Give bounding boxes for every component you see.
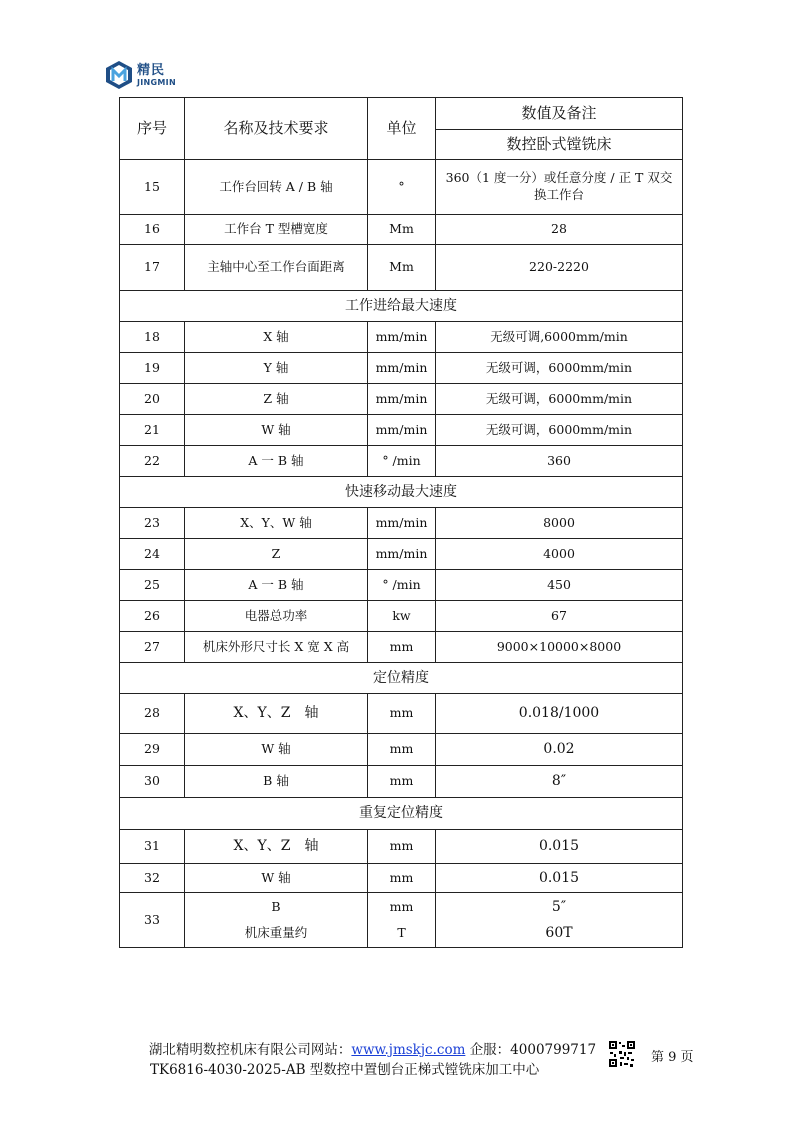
row-unit: ° /min bbox=[368, 570, 436, 601]
row-value: 0.02 bbox=[436, 734, 683, 766]
table-row bbox=[120, 893, 683, 948]
row-name: X 轴 bbox=[185, 322, 368, 353]
row-unit: ° /min bbox=[368, 446, 436, 477]
table-row bbox=[120, 384, 683, 415]
footer-hotline: 企服：4000799717 bbox=[469, 1042, 597, 1058]
header-seq: 序号 bbox=[120, 98, 185, 160]
row-no: 26 bbox=[120, 601, 185, 632]
row-unit: mm bbox=[368, 830, 436, 864]
row-unit: Mm bbox=[368, 215, 436, 245]
row-unit: mm bbox=[368, 694, 436, 734]
row-no: 21 bbox=[120, 415, 185, 446]
row-unit: ° bbox=[368, 160, 436, 215]
table-row bbox=[120, 734, 683, 766]
row-name: 主轴中心至工作台面距离 bbox=[185, 245, 368, 291]
row-unit: mm bbox=[368, 766, 436, 798]
row-value-line: 60T bbox=[545, 925, 573, 941]
company-logo bbox=[104, 60, 176, 90]
row-name: 电器总功率 bbox=[185, 601, 368, 632]
row-unit: mm bbox=[368, 632, 436, 663]
spec-table bbox=[119, 97, 683, 948]
table-row bbox=[120, 415, 683, 446]
header-name: 名称及技术要求 bbox=[185, 98, 368, 160]
section-row bbox=[120, 663, 683, 694]
row-unit bbox=[368, 893, 436, 948]
table-row bbox=[120, 353, 683, 384]
section-title-feed: 工作进给最大速度 bbox=[120, 291, 683, 322]
row-value: 450 bbox=[436, 570, 683, 601]
row-no: 32 bbox=[120, 864, 185, 893]
page-number: 第 9 页 bbox=[651, 1050, 694, 1065]
row-name: W 轴 bbox=[185, 734, 368, 766]
table-row bbox=[120, 539, 683, 570]
row-value bbox=[436, 160, 683, 215]
row-name: W 轴 bbox=[185, 864, 368, 893]
table-row bbox=[120, 446, 683, 477]
table-row bbox=[120, 632, 683, 663]
row-unit: mm bbox=[368, 864, 436, 893]
row-no: 31 bbox=[120, 830, 185, 864]
table-row bbox=[120, 215, 683, 245]
row-no: 33 bbox=[120, 893, 185, 948]
header-unit: 单位 bbox=[368, 98, 436, 160]
section-title-rapid: 快速移动最大速度 bbox=[120, 477, 683, 508]
row-name: B 轴 bbox=[185, 766, 368, 798]
table-row bbox=[120, 508, 683, 539]
section-row bbox=[120, 477, 683, 508]
row-value: 0.018/1000 bbox=[436, 694, 683, 734]
row-value: 8″ bbox=[436, 766, 683, 798]
row-name: X、Y、W 轴 bbox=[185, 508, 368, 539]
row-unit: mm bbox=[368, 734, 436, 766]
row-name: 工作台 T 型槽宽度 bbox=[185, 215, 368, 245]
row-name bbox=[185, 893, 368, 948]
jingmin-logo-icon bbox=[104, 60, 134, 90]
row-value: 0.015 bbox=[436, 830, 683, 864]
row-unit-line: T bbox=[397, 925, 406, 940]
row-no: 18 bbox=[120, 322, 185, 353]
header-value: 数值及备注 bbox=[436, 98, 683, 130]
footer-website-link[interactable]: www.jmskjc.com bbox=[351, 1042, 466, 1058]
table-row bbox=[120, 864, 683, 893]
section-title-positioning: 定位精度 bbox=[120, 663, 683, 694]
row-name: X、Y、Z 轴 bbox=[185, 694, 368, 734]
table-row bbox=[120, 245, 683, 291]
table-row bbox=[120, 322, 683, 353]
row-no: 24 bbox=[120, 539, 185, 570]
row-unit: mm/min bbox=[368, 353, 436, 384]
row-name: A 一 B 轴 bbox=[185, 570, 368, 601]
row-unit: mm/min bbox=[368, 508, 436, 539]
table-row bbox=[120, 766, 683, 798]
row-value: 4000 bbox=[436, 539, 683, 570]
header-machine: 数控卧式镗铣床 bbox=[436, 130, 683, 160]
row-value-line: 360（1 度一分）或任意分度 / 正 T 双交 bbox=[445, 170, 673, 186]
row-value: 无级可调,6000mm/min bbox=[436, 322, 683, 353]
row-name-line: 机床重量约 bbox=[244, 925, 308, 940]
row-name: 机床外形尺寸长 X 宽 X 高 bbox=[185, 632, 368, 663]
row-no: 15 bbox=[120, 160, 185, 215]
row-unit: mm/min bbox=[368, 384, 436, 415]
row-value: 无级可调，6000mm/min bbox=[436, 415, 683, 446]
row-value: 28 bbox=[436, 215, 683, 245]
footer-model: TK6816-4030-2025-AB 型数控中置刨台正梯式镗铣床加工中心 bbox=[150, 1062, 540, 1078]
section-title-repeat: 重复定位精度 bbox=[120, 798, 683, 830]
table-row bbox=[120, 601, 683, 632]
row-no: 17 bbox=[120, 245, 185, 291]
row-value: 8000 bbox=[436, 508, 683, 539]
table-row bbox=[120, 160, 683, 215]
row-name: W 轴 bbox=[185, 415, 368, 446]
row-no: 22 bbox=[120, 446, 185, 477]
footer-company: 湖北精明数控机床有限公司网站： bbox=[148, 1042, 352, 1058]
row-no: 30 bbox=[120, 766, 185, 798]
row-name: X、Y、Z 轴 bbox=[185, 830, 368, 864]
row-no: 25 bbox=[120, 570, 185, 601]
section-row bbox=[120, 291, 683, 322]
table-row bbox=[120, 694, 683, 734]
row-value: 9000×10000×8000 bbox=[436, 632, 683, 663]
row-value: 360 bbox=[436, 446, 683, 477]
row-name: A 一 B 轴 bbox=[185, 446, 368, 477]
row-no: 27 bbox=[120, 632, 185, 663]
row-value: 无级可调，6000mm/min bbox=[436, 384, 683, 415]
row-name: 工作台回转 A / B 轴 bbox=[185, 160, 368, 215]
row-value: 220-2220 bbox=[436, 245, 683, 291]
row-no: 29 bbox=[120, 734, 185, 766]
table-row bbox=[120, 570, 683, 601]
section-row bbox=[120, 798, 683, 830]
row-name: Z bbox=[185, 539, 368, 570]
row-name-line: B bbox=[271, 899, 281, 914]
logo-en-text: JINGMIN bbox=[137, 77, 176, 87]
row-unit: mm/min bbox=[368, 539, 436, 570]
row-value: 67 bbox=[436, 601, 683, 632]
row-unit: Mm bbox=[368, 245, 436, 291]
row-name: Y 轴 bbox=[185, 353, 368, 384]
row-value: 无级可调，6000mm/min bbox=[436, 353, 683, 384]
row-no: 16 bbox=[120, 215, 185, 245]
table-row bbox=[120, 830, 683, 864]
row-value-line: 换工作台 bbox=[533, 187, 584, 202]
row-no: 23 bbox=[120, 508, 185, 539]
table-header-row bbox=[120, 98, 683, 130]
row-no: 19 bbox=[120, 353, 185, 384]
row-name: Z 轴 bbox=[185, 384, 368, 415]
row-unit: mm/min bbox=[368, 322, 436, 353]
row-unit: kw bbox=[368, 601, 436, 632]
row-value: 0.015 bbox=[436, 864, 683, 893]
logo-cn-text: 精民 bbox=[137, 62, 166, 78]
row-no: 20 bbox=[120, 384, 185, 415]
qr-code-icon bbox=[608, 1040, 636, 1068]
row-value bbox=[436, 893, 683, 948]
row-unit: mm/min bbox=[368, 415, 436, 446]
row-value-line: 5″ bbox=[551, 899, 567, 915]
row-unit-line: mm bbox=[389, 899, 414, 914]
row-no: 28 bbox=[120, 694, 185, 734]
